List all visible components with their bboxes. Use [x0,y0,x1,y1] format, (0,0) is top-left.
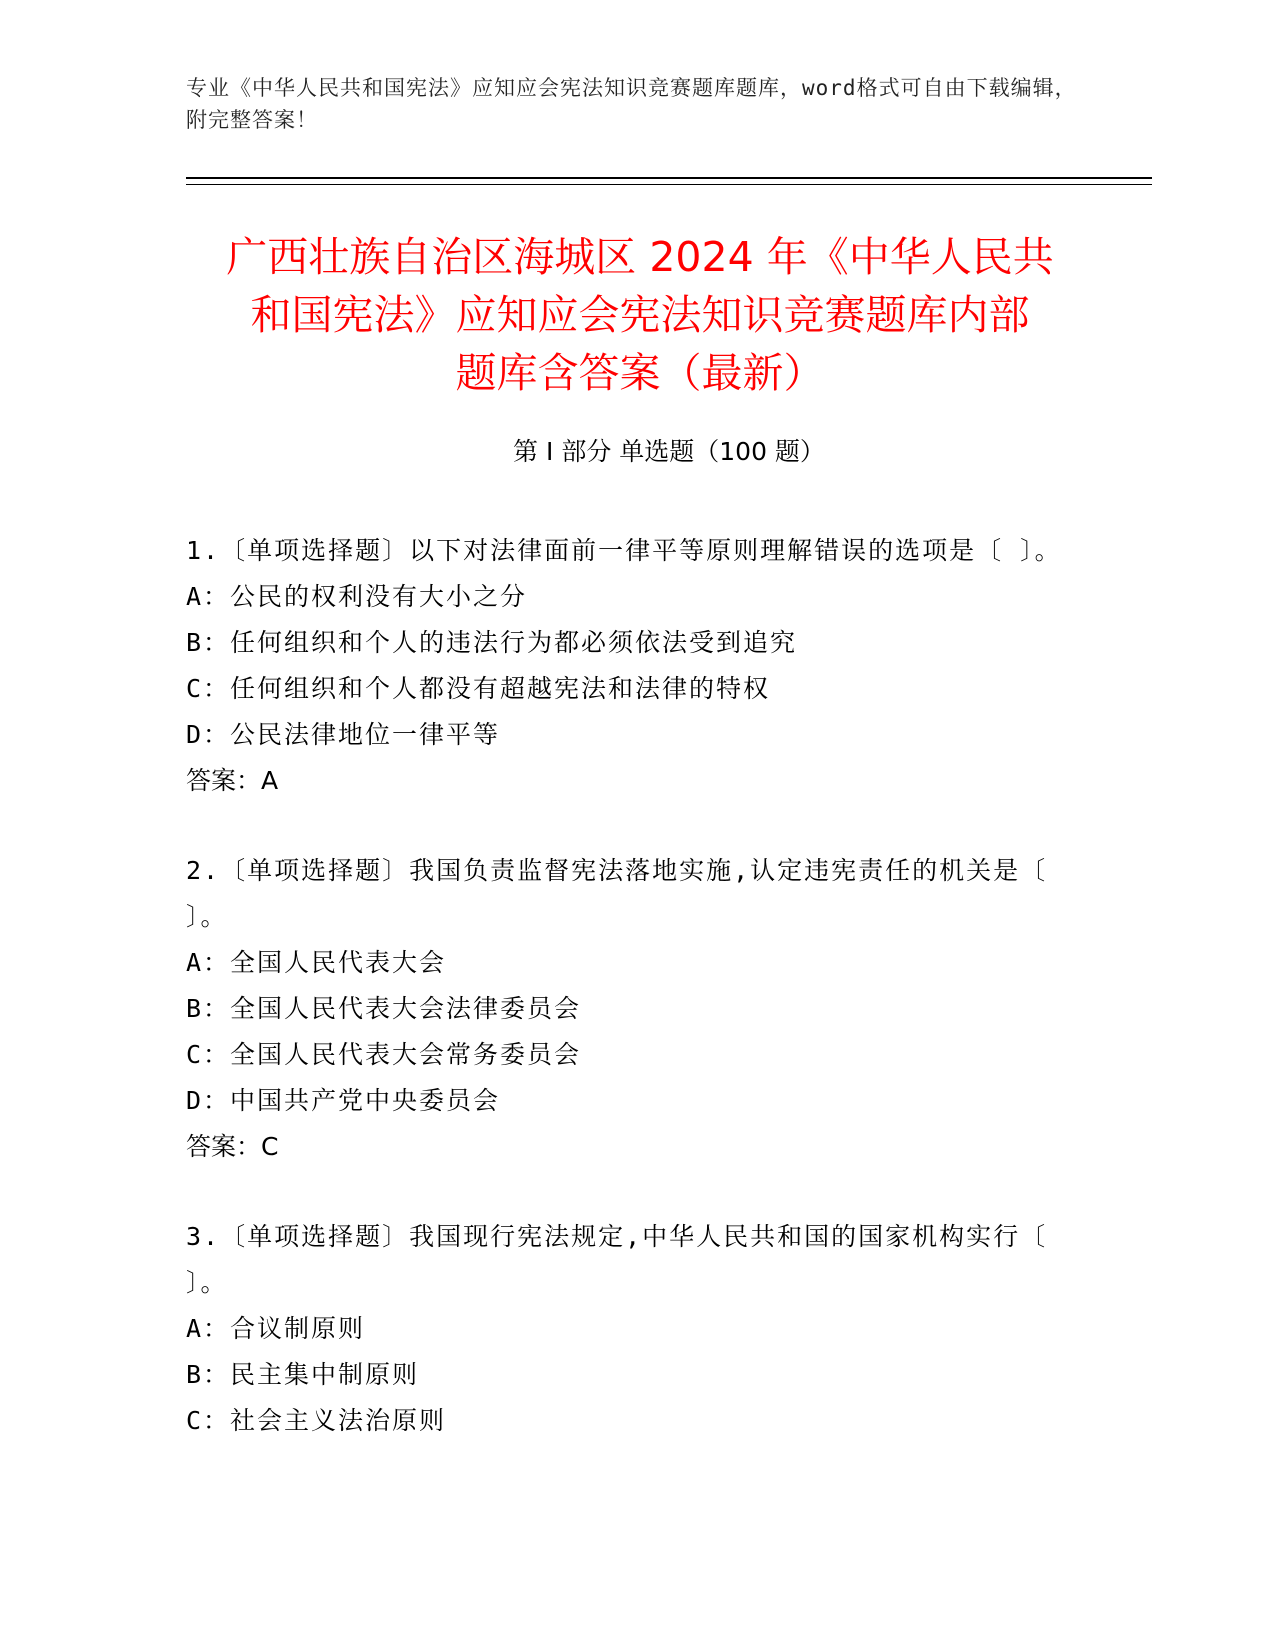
option-b: B：民主集中制原则 [186,1360,420,1389]
option-b: B：任何组织和个人的违法行为都必须依法受到追究 [186,628,798,657]
question-stem: 1.〔单项选择题〕以下对法律面前一律平等原则理解错误的选项是〔 〕。 [186,536,1062,565]
option-a: A：公民的权利没有大小之分 [186,582,528,611]
title-line: 广西壮族自治区海城区 2024 年《中华人民共 [226,233,1054,281]
section-title: 第 I 部分 单选题（100 题） [513,437,825,466]
answer: 答案：A [186,766,279,795]
header-divider-thin [186,184,1152,185]
option-d: D：公民法律地位一律平等 [186,720,501,749]
header-divider-thick [186,177,1152,179]
option-a: A：全国人民代表大会 [186,948,447,977]
option-d: D：中国共产党中央委员会 [186,1086,501,1115]
option-a: A：合议制原则 [186,1314,366,1343]
question-list [186,528,1066,1488]
question-1 [186,528,1066,804]
title-line: 题库含答案（最新） [455,349,825,397]
option-c: C：任何组织和个人都没有超越宪法和法律的特权 [186,674,771,703]
question-3 [186,1214,1066,1444]
question-2 [186,848,1066,1170]
option-c: C：社会主义法治原则 [186,1406,447,1435]
option-c: C：全国人民代表大会常务委员会 [186,1040,582,1069]
question-stem: 3.〔单项选择题〕我国现行宪法规定,中华人民共和国的国家机构实行〔 〕。 [186,1222,1048,1297]
question-stem: 2.〔单项选择题〕我国负责监督宪法落地实施,认定违宪责任的机关是〔 〕。 [186,856,1048,931]
answer: 答案：C [186,1132,279,1161]
title-line: 和国宪法》应知应会宪法知识竞赛题库内部 [250,291,1030,339]
header-note: 专业《中华人民共和国宪法》应知应会宪法知识竞赛题库题库，word格式可自由下载编辑，附完整答案！ [186,76,1077,132]
option-b: B：全国人民代表大会法律委员会 [186,994,582,1023]
document-title [160,228,1120,402]
